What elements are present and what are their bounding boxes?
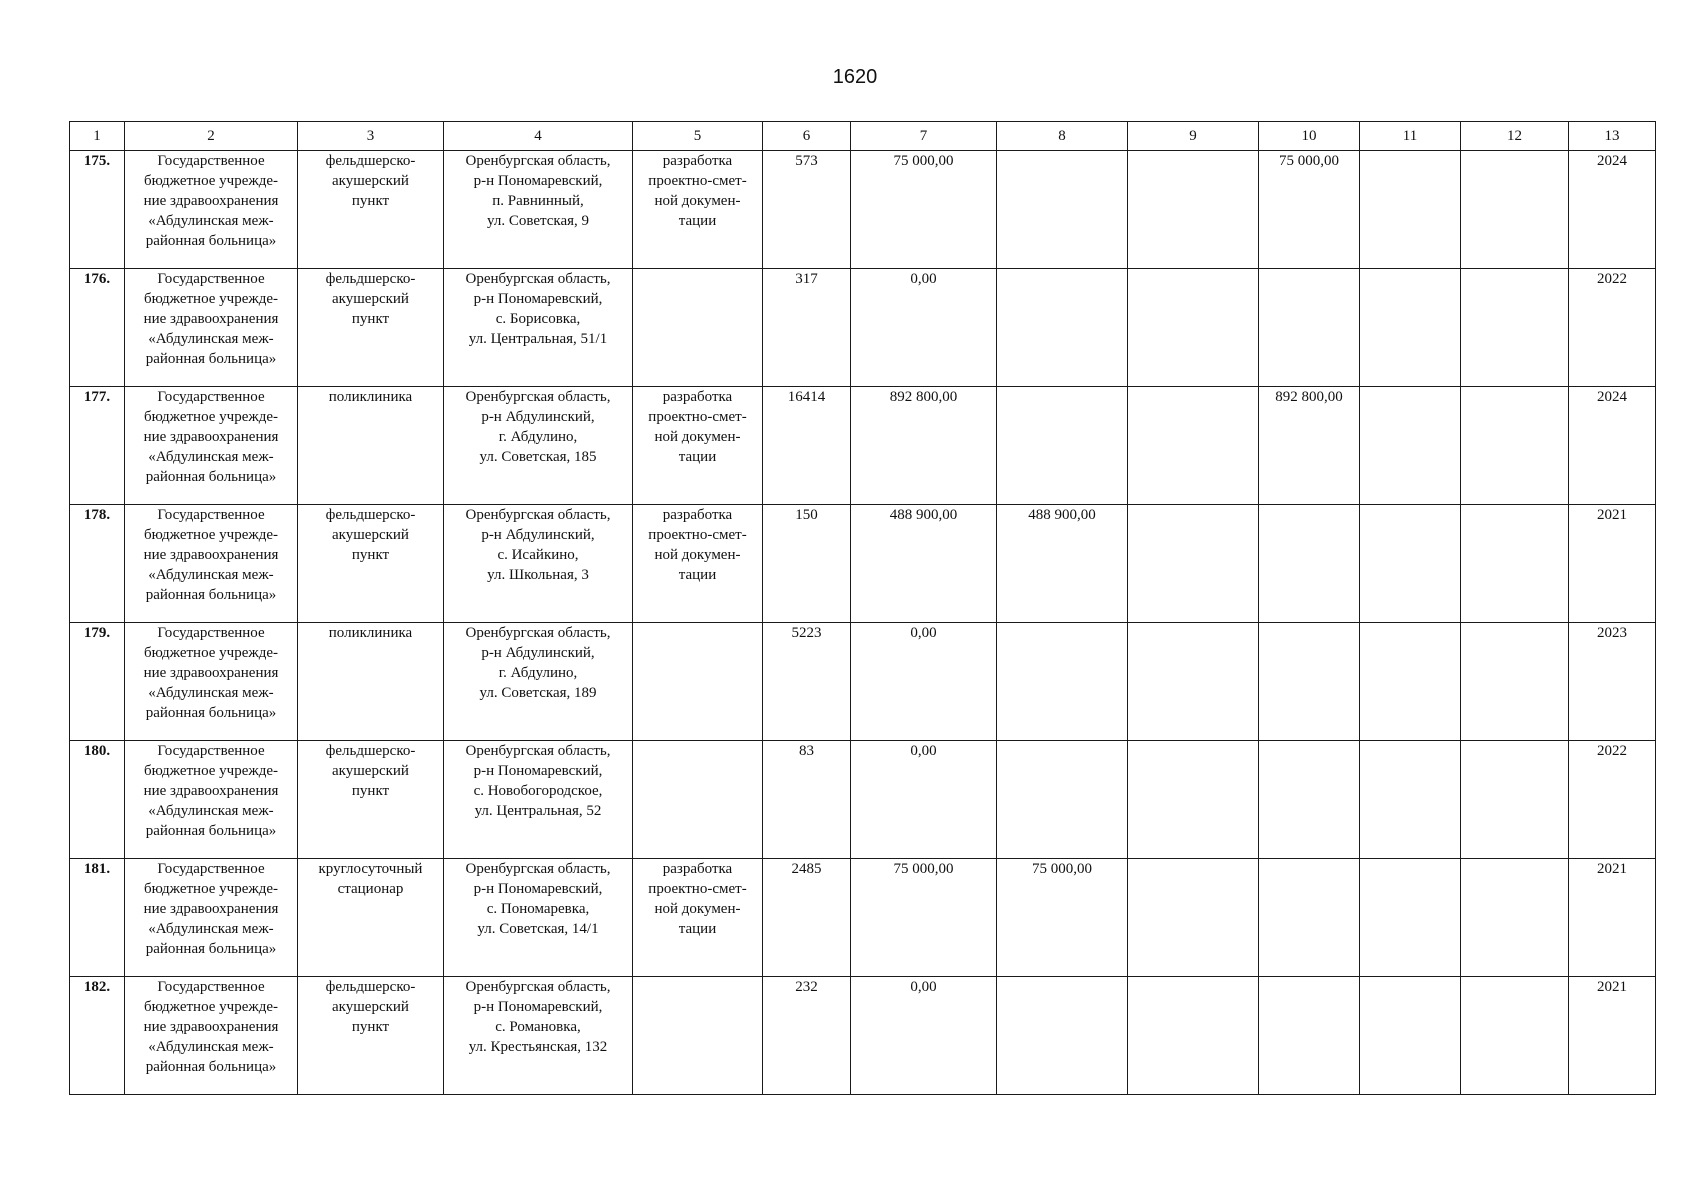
col9-amount <box>1128 741 1259 859</box>
institution-name-line: «Абдулинская меж- <box>148 331 274 347</box>
institution-name-line: бюджетное учрежде- <box>143 173 279 189</box>
institution-name-line: ние здравоохранения <box>143 1019 279 1035</box>
col11-amount <box>1360 977 1461 1095</box>
col8-amount <box>997 151 1128 269</box>
object-address-line: р-н Пономаревский, <box>473 999 603 1015</box>
completion-year: 2022 <box>1569 269 1656 387</box>
object-address <box>444 387 633 505</box>
column-header-12: 12 <box>1461 122 1569 151</box>
object-address-line: Оренбургская область, <box>465 507 611 523</box>
institution-name <box>125 623 298 741</box>
institution-name-line: бюджетное учрежде- <box>143 763 279 779</box>
table-row <box>70 387 1656 505</box>
institution-name-line: бюджетное учрежде- <box>143 645 279 661</box>
column-header-13: 13 <box>1569 122 1656 151</box>
institution-name-line: бюджетное учрежде- <box>143 881 279 897</box>
col11-amount <box>1360 741 1461 859</box>
completion-year: 2021 <box>1569 505 1656 623</box>
work-type <box>633 269 763 387</box>
col10-amount: 75 000,00 <box>1259 151 1360 269</box>
col12-amount <box>1461 859 1569 977</box>
institution-name-line: Государственное <box>157 743 265 759</box>
institution-name-line: районная больница» <box>145 941 277 957</box>
object-type <box>298 977 444 1095</box>
table-row <box>70 741 1656 859</box>
work-type-line: ной докумен- <box>654 193 741 209</box>
completion-year: 2023 <box>1569 623 1656 741</box>
institution-name-line: ние здравоохранения <box>143 783 279 799</box>
work-type <box>633 977 763 1095</box>
object-type <box>298 269 444 387</box>
object-address-line: Оренбургская область, <box>465 153 611 169</box>
col6-value: 2485 <box>763 859 851 977</box>
col6-value: 232 <box>763 977 851 1095</box>
institution-name-line: районная больница» <box>145 1059 277 1075</box>
object-address-line: р-н Пономаревский, <box>473 291 603 307</box>
work-type <box>633 151 763 269</box>
object-address-line: с. Новобогородское, <box>473 783 603 799</box>
col9-amount <box>1128 623 1259 741</box>
institution-name-line: ние здравоохранения <box>143 665 279 681</box>
object-address-line: п. Равнинный, <box>492 193 584 209</box>
object-type-line: фельдшерско- <box>325 743 416 759</box>
col8-amount: 488 900,00 <box>997 505 1128 623</box>
work-type-line: проектно-смет- <box>648 173 747 189</box>
institution-name-line: Государственное <box>157 625 265 641</box>
institution-name-line: ние здравоохранения <box>143 547 279 563</box>
col8-amount <box>997 623 1128 741</box>
col7-total-amount: 0,00 <box>851 269 997 387</box>
institution-name-line: Государственное <box>157 389 265 405</box>
object-address-line: г. Абдулино, <box>498 665 578 681</box>
column-header-11: 11 <box>1360 122 1461 151</box>
object-type-line: фельдшерско- <box>325 153 416 169</box>
completion-year: 2024 <box>1569 151 1656 269</box>
institution-name-line: Государственное <box>157 507 265 523</box>
institution-name-line: районная больница» <box>145 705 277 721</box>
object-address <box>444 741 633 859</box>
work-type-line: проектно-смет- <box>648 409 747 425</box>
col12-amount <box>1461 741 1569 859</box>
col8-amount: 75 000,00 <box>997 859 1128 977</box>
work-type-line: тации <box>678 567 717 583</box>
col6-value: 317 <box>763 269 851 387</box>
work-type-line: разработка <box>662 153 733 169</box>
row-number: 182. <box>70 977 125 1095</box>
col10-amount <box>1259 741 1360 859</box>
column-header-5: 5 <box>633 122 763 151</box>
work-type-line: разработка <box>662 861 733 877</box>
object-address-line: ул. Советская, 14/1 <box>477 921 599 937</box>
object-type-line: пункт <box>351 193 390 209</box>
table-row <box>70 151 1656 269</box>
column-header-2: 2 <box>125 122 298 151</box>
work-type <box>633 859 763 977</box>
col10-amount: 892 800,00 <box>1259 387 1360 505</box>
object-address-line: ул. Крестьянская, 132 <box>468 1039 608 1055</box>
object-type <box>298 151 444 269</box>
col8-amount <box>997 269 1128 387</box>
institution-name-line: Государственное <box>157 271 265 287</box>
col11-amount <box>1360 387 1461 505</box>
object-address <box>444 623 633 741</box>
column-number-header-row <box>70 122 1656 151</box>
object-type-line: фельдшерско- <box>325 507 416 523</box>
col11-amount <box>1360 623 1461 741</box>
institution-name-line: «Абдулинская меж- <box>148 449 274 465</box>
object-address-line: ул. Школьная, 3 <box>487 567 589 583</box>
row-number: 180. <box>70 741 125 859</box>
institution-name-line: «Абдулинская меж- <box>148 685 274 701</box>
object-address-line: Оренбургская область, <box>465 271 611 287</box>
col8-amount <box>997 387 1128 505</box>
object-address-line: с. Борисовка, <box>495 311 581 327</box>
object-type-line: фельдшерско- <box>325 979 416 995</box>
work-type-line: разработка <box>662 389 733 405</box>
col9-amount <box>1128 269 1259 387</box>
work-type-line: проектно-смет- <box>648 881 747 897</box>
col12-amount <box>1461 387 1569 505</box>
col7-total-amount: 75 000,00 <box>851 151 997 269</box>
work-type <box>633 623 763 741</box>
object-address-line: с. Исайкино, <box>497 547 579 563</box>
work-type-line: ной докумен- <box>654 429 741 445</box>
object-type-line: круглосуточный <box>318 861 423 877</box>
object-address-line: Оренбургская область, <box>465 389 611 405</box>
institution-name <box>125 741 298 859</box>
col6-value: 16414 <box>763 387 851 505</box>
col10-amount <box>1259 505 1360 623</box>
column-header-7: 7 <box>851 122 997 151</box>
object-address-line: р-н Пономаревский, <box>473 173 603 189</box>
object-type <box>298 741 444 859</box>
col12-amount <box>1461 269 1569 387</box>
col7-total-amount: 0,00 <box>851 623 997 741</box>
col11-amount <box>1360 151 1461 269</box>
col11-amount <box>1360 269 1461 387</box>
table-row <box>70 977 1656 1095</box>
work-type-line: тации <box>678 921 717 937</box>
institution-name-line: районная больница» <box>145 469 277 485</box>
object-address-line: ул. Советская, 185 <box>479 449 597 465</box>
institution-name-line: Государственное <box>157 979 265 995</box>
object-type <box>298 859 444 977</box>
object-address-line: ул. Центральная, 51/1 <box>468 331 608 347</box>
object-address-line: Оренбургская область, <box>465 743 611 759</box>
object-type-line: пункт <box>351 1019 390 1035</box>
institution-name-line: Государственное <box>157 861 265 877</box>
object-address-line: с. Пономаревка, <box>486 901 590 917</box>
col9-amount <box>1128 387 1259 505</box>
col7-total-amount: 488 900,00 <box>851 505 997 623</box>
object-type-line: акушерский <box>332 527 409 543</box>
object-type-line: поликлиника <box>328 625 413 641</box>
institution-name <box>125 151 298 269</box>
object-address <box>444 859 633 977</box>
col9-amount <box>1128 859 1259 977</box>
object-address-line: с. Романовка, <box>495 1019 581 1035</box>
col8-amount <box>997 741 1128 859</box>
object-type-line: поликлиника <box>328 389 413 405</box>
institution-name-line: ние здравоохранения <box>143 311 279 327</box>
work-type-line: ной докумен- <box>654 901 741 917</box>
object-address-line: ул. Советская, 189 <box>479 685 597 701</box>
row-number: 181. <box>70 859 125 977</box>
row-number: 175. <box>70 151 125 269</box>
object-type-line: пункт <box>351 547 390 563</box>
object-address-line: р-н Абдулинский, <box>481 645 595 661</box>
object-type <box>298 505 444 623</box>
col7-total-amount: 0,00 <box>851 977 997 1095</box>
col6-value: 5223 <box>763 623 851 741</box>
institution-name-line: «Абдулинская меж- <box>148 213 274 229</box>
institution-name <box>125 505 298 623</box>
object-address-line: р-н Пономаревский, <box>473 763 603 779</box>
work-type-line: разработка <box>662 507 733 523</box>
column-header-4: 4 <box>444 122 633 151</box>
completion-year: 2021 <box>1569 977 1656 1095</box>
col6-value: 573 <box>763 151 851 269</box>
completion-year: 2024 <box>1569 387 1656 505</box>
column-header-6: 6 <box>763 122 851 151</box>
table-row <box>70 505 1656 623</box>
object-address-line: г. Абдулино, <box>498 429 578 445</box>
object-address-line: Оренбургская область, <box>465 979 611 995</box>
institution-name-line: бюджетное учрежде- <box>143 999 279 1015</box>
col10-amount <box>1259 269 1360 387</box>
work-type <box>633 741 763 859</box>
col10-amount <box>1259 623 1360 741</box>
institution-name <box>125 977 298 1095</box>
object-address-line: р-н Абдулинский, <box>481 409 595 425</box>
row-number: 178. <box>70 505 125 623</box>
col12-amount <box>1461 977 1569 1095</box>
column-header-10: 10 <box>1259 122 1360 151</box>
object-type-line: стационар <box>337 881 404 897</box>
object-type-line: акушерский <box>332 173 409 189</box>
institution-name-line: Государственное <box>157 153 265 169</box>
institution-name <box>125 269 298 387</box>
column-header-8: 8 <box>997 122 1128 151</box>
object-type <box>298 623 444 741</box>
row-number: 179. <box>70 623 125 741</box>
col9-amount <box>1128 977 1259 1095</box>
work-type-line: проектно-смет- <box>648 527 747 543</box>
institution-name-line: ние здравоохранения <box>143 193 279 209</box>
object-address <box>444 151 633 269</box>
col6-value: 83 <box>763 741 851 859</box>
object-type-line: акушерский <box>332 291 409 307</box>
institution-name-line: «Абдулинская меж- <box>148 1039 274 1055</box>
col10-amount <box>1259 977 1360 1095</box>
table-row <box>70 859 1656 977</box>
col7-total-amount: 0,00 <box>851 741 997 859</box>
col6-value: 150 <box>763 505 851 623</box>
institution-name <box>125 387 298 505</box>
work-type-line: тации <box>678 449 717 465</box>
work-type-line: тации <box>678 213 717 229</box>
object-type-line: пункт <box>351 311 390 327</box>
work-type-line: ной докумен- <box>654 547 741 563</box>
table-row <box>70 623 1656 741</box>
col8-amount <box>997 977 1128 1095</box>
completion-year: 2022 <box>1569 741 1656 859</box>
col12-amount <box>1461 505 1569 623</box>
institution-name-line: районная больница» <box>145 233 277 249</box>
object-type-line: фельдшерско- <box>325 271 416 287</box>
object-type-line: акушерский <box>332 763 409 779</box>
object-address <box>444 977 633 1095</box>
page-number: 1620 <box>832 66 878 88</box>
object-address-line: р-н Абдулинский, <box>481 527 595 543</box>
institution-name-line: районная больница» <box>145 587 277 603</box>
institution-name-line: районная больница» <box>145 351 277 367</box>
institution-name-line: ние здравоохранения <box>143 429 279 445</box>
work-type <box>633 387 763 505</box>
col12-amount <box>1461 151 1569 269</box>
table-row <box>70 269 1656 387</box>
object-type-line: пункт <box>351 783 390 799</box>
object-address-line: Оренбургская область, <box>465 861 611 877</box>
object-address-line: Оренбургская область, <box>465 625 611 641</box>
column-header-1: 1 <box>70 122 125 151</box>
col7-total-amount: 75 000,00 <box>851 859 997 977</box>
completion-year: 2021 <box>1569 859 1656 977</box>
table-body <box>70 151 1656 1095</box>
col9-amount <box>1128 505 1259 623</box>
col7-total-amount: 892 800,00 <box>851 387 997 505</box>
institution-name-line: бюджетное учрежде- <box>143 527 279 543</box>
registry-table <box>69 121 1656 1095</box>
institution-name <box>125 859 298 977</box>
col10-amount <box>1259 859 1360 977</box>
col11-amount <box>1360 505 1461 623</box>
institution-name-line: районная больница» <box>145 823 277 839</box>
col9-amount <box>1128 151 1259 269</box>
col12-amount <box>1461 623 1569 741</box>
institution-name-line: «Абдулинская меж- <box>148 567 274 583</box>
object-address <box>444 505 633 623</box>
object-address-line: ул. Советская, 9 <box>487 213 589 229</box>
object-address <box>444 269 633 387</box>
column-header-3: 3 <box>298 122 444 151</box>
object-address-line: р-н Пономаревский, <box>473 881 603 897</box>
object-address-line: ул. Центральная, 52 <box>474 803 602 819</box>
institution-name-line: ние здравоохранения <box>143 901 279 917</box>
object-type <box>298 387 444 505</box>
row-number: 177. <box>70 387 125 505</box>
row-number: 176. <box>70 269 125 387</box>
object-type-line: акушерский <box>332 999 409 1015</box>
col11-amount <box>1360 859 1461 977</box>
institution-name-line: «Абдулинская меж- <box>148 921 274 937</box>
institution-name-line: бюджетное учрежде- <box>143 409 279 425</box>
work-type <box>633 505 763 623</box>
institution-name-line: «Абдулинская меж- <box>148 803 274 819</box>
column-header-9: 9 <box>1128 122 1259 151</box>
institution-name-line: бюджетное учрежде- <box>143 291 279 307</box>
